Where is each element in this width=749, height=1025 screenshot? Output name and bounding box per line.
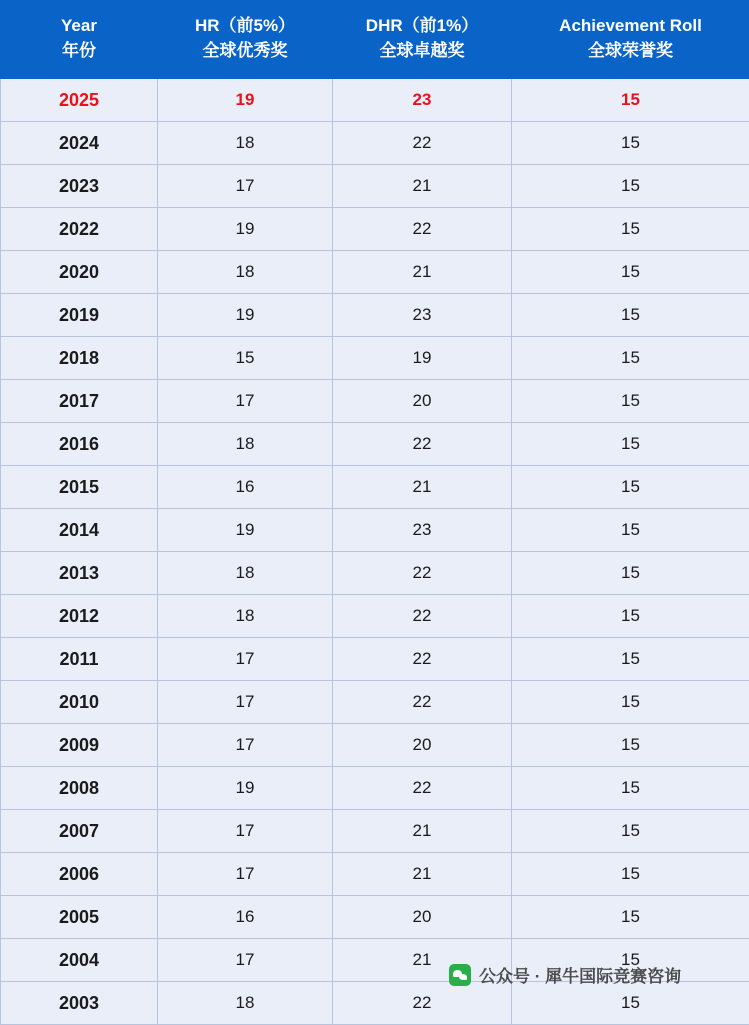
cell-dhr: 22 xyxy=(333,423,512,466)
cell-achievement-roll: 15 xyxy=(512,896,749,939)
cell-achievement-roll: 15 xyxy=(512,939,749,982)
cell-year: 2025 xyxy=(1,79,158,122)
cell-dhr: 20 xyxy=(333,896,512,939)
cell-year: 2006 xyxy=(1,853,158,896)
table-row xyxy=(1,509,749,552)
cell-achievement-roll: 15 xyxy=(512,853,749,896)
cell-achievement-roll: 15 xyxy=(512,552,749,595)
table-row xyxy=(1,251,749,294)
table-row xyxy=(1,165,749,208)
cell-dhr: 22 xyxy=(333,552,512,595)
cell-hr: 18 xyxy=(158,122,333,165)
cell-hr: 19 xyxy=(158,208,333,251)
cell-dhr: 23 xyxy=(333,294,512,337)
column-header-year-zh: 年份 xyxy=(5,39,153,64)
cell-dhr: 20 xyxy=(333,724,512,767)
cell-achievement-roll: 15 xyxy=(512,509,749,552)
table-row xyxy=(1,122,749,165)
column-header-year xyxy=(1,1,158,79)
cell-hr: 19 xyxy=(158,79,333,122)
cell-hr: 17 xyxy=(158,165,333,208)
cell-dhr: 22 xyxy=(333,767,512,810)
cell-achievement-roll: 15 xyxy=(512,767,749,810)
cell-dhr: 22 xyxy=(333,681,512,724)
table-row xyxy=(1,939,749,982)
cell-achievement-roll: 15 xyxy=(512,165,749,208)
cell-hr: 16 xyxy=(158,466,333,509)
cell-hr: 17 xyxy=(158,939,333,982)
table-row xyxy=(1,423,749,466)
cell-dhr: 22 xyxy=(333,638,512,681)
cell-hr: 16 xyxy=(158,896,333,939)
cell-hr: 15 xyxy=(158,337,333,380)
cell-hr: 17 xyxy=(158,380,333,423)
column-header-hr xyxy=(158,1,333,79)
cell-dhr: 21 xyxy=(333,853,512,896)
cell-year: 2014 xyxy=(1,509,158,552)
table-body xyxy=(1,79,749,1025)
table-row xyxy=(1,380,749,423)
cell-hr: 18 xyxy=(158,982,333,1025)
cell-dhr: 23 xyxy=(333,509,512,552)
table-row xyxy=(1,853,749,896)
table-row xyxy=(1,552,749,595)
cell-achievement-roll: 15 xyxy=(512,724,749,767)
cell-year: 2023 xyxy=(1,165,158,208)
table-row xyxy=(1,294,749,337)
cell-hr: 17 xyxy=(158,681,333,724)
cell-achievement-roll: 15 xyxy=(512,466,749,509)
cell-hr: 18 xyxy=(158,423,333,466)
cell-dhr: 22 xyxy=(333,595,512,638)
cell-year: 2009 xyxy=(1,724,158,767)
table-row xyxy=(1,724,749,767)
cell-dhr: 21 xyxy=(333,466,512,509)
table-row xyxy=(1,681,749,724)
cell-hr: 19 xyxy=(158,294,333,337)
cell-year: 2017 xyxy=(1,380,158,423)
table-row xyxy=(1,767,749,810)
cell-hr: 17 xyxy=(158,638,333,681)
header-row xyxy=(1,1,749,79)
column-header-hr-zh: 全球优秀奖 xyxy=(162,39,328,64)
cell-year: 2024 xyxy=(1,122,158,165)
cell-achievement-roll: 15 xyxy=(512,294,749,337)
table-row xyxy=(1,982,749,1025)
column-header-dhr-zh: 全球卓越奖 xyxy=(337,39,507,64)
cell-dhr: 21 xyxy=(333,165,512,208)
watermark-text: 公众号 · 犀牛国际竞赛咨询 xyxy=(479,962,681,987)
cell-achievement-roll: 15 xyxy=(512,251,749,294)
column-header-achievement-roll-zh: 全球荣誉奖 xyxy=(516,39,745,64)
cell-year: 2011 xyxy=(1,638,158,681)
column-header-dhr xyxy=(333,1,512,79)
cell-year: 2018 xyxy=(1,337,158,380)
cell-hr: 17 xyxy=(158,724,333,767)
cell-year: 2016 xyxy=(1,423,158,466)
cell-dhr: 22 xyxy=(333,982,512,1025)
cell-dhr: 21 xyxy=(333,810,512,853)
cell-year: 2013 xyxy=(1,552,158,595)
cell-year: 2007 xyxy=(1,810,158,853)
cell-year: 2012 xyxy=(1,595,158,638)
cell-year: 2019 xyxy=(1,294,158,337)
cell-hr: 19 xyxy=(158,509,333,552)
table-row xyxy=(1,466,749,509)
cell-year: 2005 xyxy=(1,896,158,939)
table-row xyxy=(1,810,749,853)
table-row xyxy=(1,595,749,638)
cell-year: 2010 xyxy=(1,681,158,724)
cell-hr: 18 xyxy=(158,552,333,595)
cell-year: 2015 xyxy=(1,466,158,509)
cell-achievement-roll: 15 xyxy=(512,122,749,165)
column-header-dhr-en: DHR（前1%） xyxy=(337,14,507,39)
table-row xyxy=(1,79,749,122)
cell-achievement-roll: 15 xyxy=(512,380,749,423)
cell-achievement-roll: 15 xyxy=(512,638,749,681)
cell-achievement-roll: 15 xyxy=(512,337,749,380)
cell-year: 2008 xyxy=(1,767,158,810)
cell-achievement-roll: 15 xyxy=(512,423,749,466)
cell-year: 2004 xyxy=(1,939,158,982)
cell-year: 2020 xyxy=(1,251,158,294)
column-header-achievement-roll-en: Achievement Roll xyxy=(516,14,745,39)
cell-achievement-roll: 15 xyxy=(512,681,749,724)
cell-achievement-roll: 15 xyxy=(512,208,749,251)
cell-hr: 19 xyxy=(158,767,333,810)
cell-hr: 17 xyxy=(158,810,333,853)
table-header xyxy=(1,1,749,79)
cell-dhr: 21 xyxy=(333,251,512,294)
column-header-hr-en: HR（前5%） xyxy=(162,14,328,39)
cell-achievement-roll: 15 xyxy=(512,982,749,1025)
cell-dhr: 23 xyxy=(333,79,512,122)
column-header-year-en: Year xyxy=(5,14,153,39)
cell-dhr: 19 xyxy=(333,337,512,380)
cell-hr: 18 xyxy=(158,251,333,294)
cell-hr: 17 xyxy=(158,853,333,896)
table-row xyxy=(1,337,749,380)
table-row xyxy=(1,638,749,681)
table-row xyxy=(1,208,749,251)
cell-achievement-roll: 15 xyxy=(512,810,749,853)
column-header-achievement-roll xyxy=(512,1,749,79)
cell-dhr: 22 xyxy=(333,122,512,165)
table-row xyxy=(1,896,749,939)
cell-achievement-roll: 15 xyxy=(512,595,749,638)
cell-dhr: 22 xyxy=(333,208,512,251)
cell-dhr: 20 xyxy=(333,380,512,423)
cell-dhr: 21 xyxy=(333,939,512,982)
cell-year: 2003 xyxy=(1,982,158,1025)
cell-hr: 18 xyxy=(158,595,333,638)
cell-achievement-roll: 15 xyxy=(512,79,749,122)
cell-year: 2022 xyxy=(1,208,158,251)
